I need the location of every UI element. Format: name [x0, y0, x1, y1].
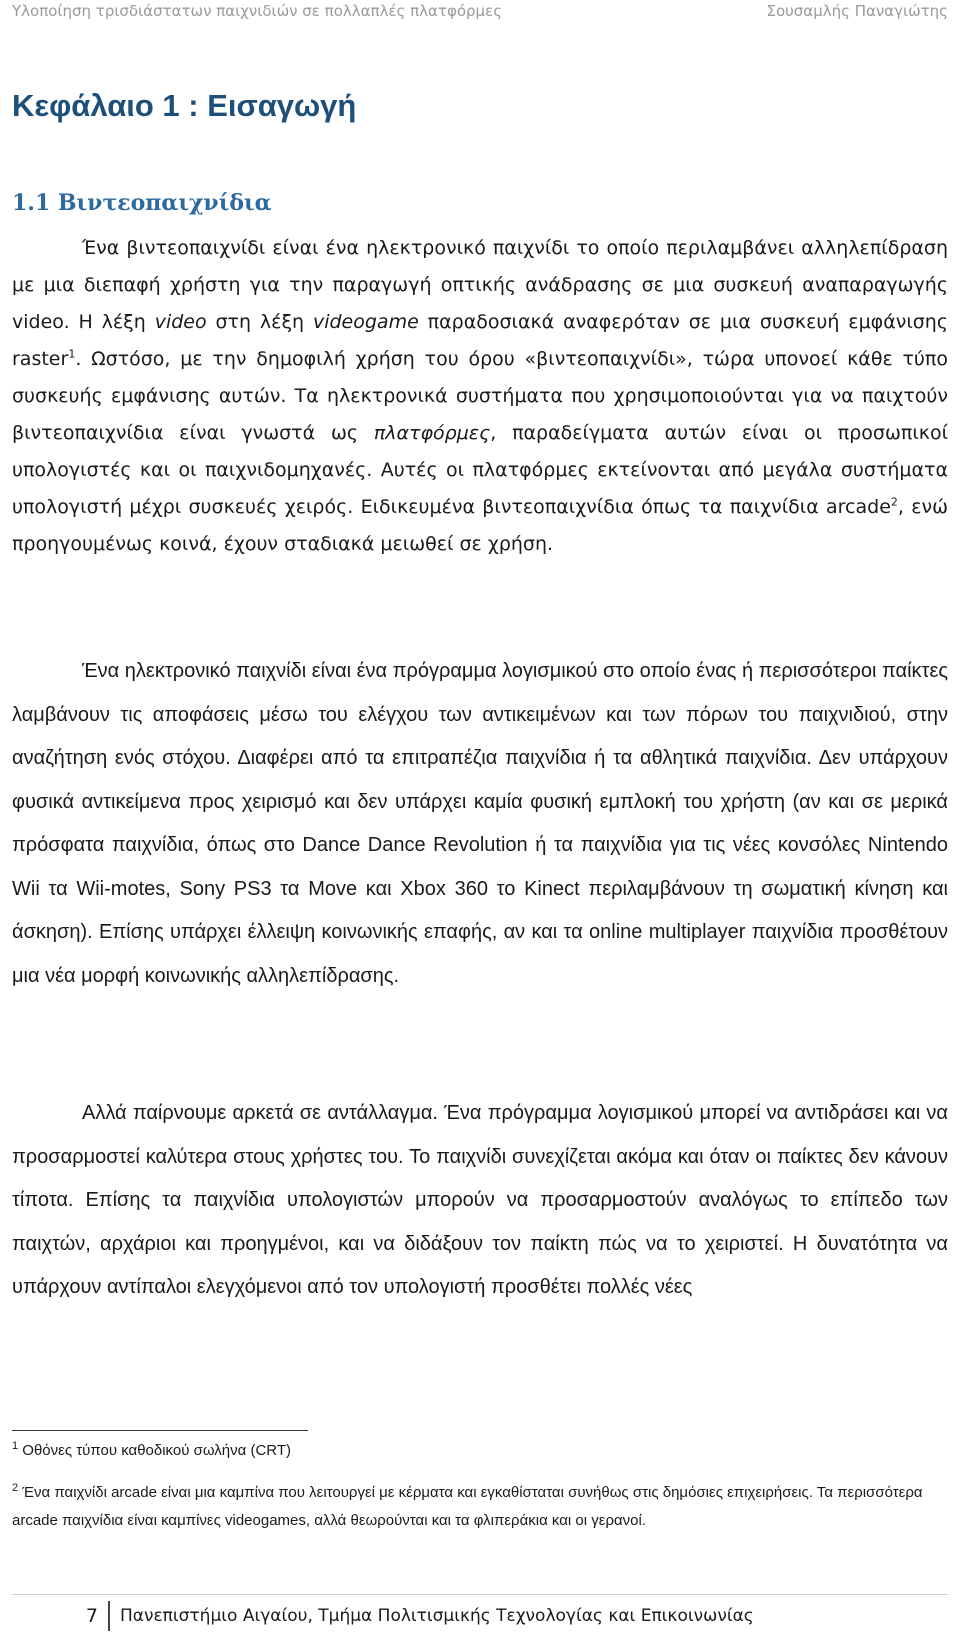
paragraph-3-block: [12, 1092, 948, 1310]
text-run: παραδοσιακά αναφερόταν σε μια συσκευή εμφάνισης raster: [12, 311, 948, 370]
text-run: , παραδείγματα αυτών είναι οι προσωπικοί υπολογιστές και οι παιχνιδομηχανές. Αυτές οι πλατφόρμες εκτείνονται από μεγάλα συστήματα υπολογιστή μέχρι συσκευές χειρός. Ειδικευμένα βιντεοπαιχνίδια όπως τα παιχνίδια arcade: [12, 422, 948, 518]
text-run: , ενώ προηγουμένως κοινά, έχουν σταδιακά μειωθεί σε χρήση.: [12, 496, 949, 555]
paragraph-2-block: [12, 650, 948, 998]
footnote-2: [12, 1479, 948, 1535]
emphasis-video: video: [154, 311, 207, 333]
emphasis-videogame: videogame: [312, 311, 419, 333]
text-run: στη λέξη: [206, 311, 313, 333]
footnote-ref-1[interactable]: 1: [68, 347, 76, 361]
page-footer: [12, 1600, 948, 1632]
footer-separator: [12, 1594, 948, 1595]
header-document-title: Υλοποίηση τρισδιάστατων παιχνιδιών σε πολλαπλές πλατφόρμες: [12, 2, 502, 20]
paragraph-1: [12, 230, 948, 563]
footer-institution: Πανεπιστήμιο Αιγαίου, Τμήμα Πολιτισμικής Τεχνολογίας και Επικοινωνίας: [120, 1606, 754, 1626]
chapter-title: Κεφάλαιο 1 : Εισαγωγή: [12, 88, 357, 123]
footnote-mark-2: 2: [12, 1482, 19, 1494]
header-author: Σουσαμλής Παναγιώτης: [766, 2, 948, 20]
text-run: . Ωστόσο, με την δημοφιλή χρήση του όρου «βιντεοπαιχνίδι», τώρα υπονοεί κάθε τύπο συσκευής εμφάνισης αυτών. Τα ηλεκτρονικά συστήματα που χρησιμοποιούνται για να παιχτούν βιντεοπαιχνίδια είναι γνωστά ως: [12, 348, 948, 444]
paragraph-2: Ένα ηλεκτρονικό παιχνίδι είναι ένα πρόγραμμα λογισμικού στο οποίο ένας ή περισσότεροι παίκτες λαμβάνουν τις αποφάσεις μέσω του ελέγχου των αντικειμένων και των πόρων του παιχνιδιού, στην αναζήτηση ενός στόχου. Διαφέρει από τα επιτραπέζια παιχνίδια ή τα αθλητικά παιχνίδια. Δεν υπάρχουν φυσικά αντικείμενα προς χειρισμό και δεν υπάρχει καμία φυσική εμπλοκή του χρήστη (αν και σε μερικά πρόσφατα παιχνίδια, όπως στο Dance Dance Revolution ή τα παιχνίδια για τις νέες κονσόλες Nintendo Wii τα Wii-motes, Sony PS3 τα Move και Xbox 360 το Kinect περιλαμβάνουν τη σωματική κίνηση και άσκηση). Επίσης υπάρχει έλλειψη κοινωνικής επαφής, αν και τα online multiplayer παιχνίδια προσθέτουν μια νέα μορφή κοινωνικής αλληλεπίδρασης.: [12, 660, 948, 987]
emphasis-platforms: πλατφόρμες: [373, 422, 491, 444]
paragraph-3: Αλλά παίρνουμε αρκετά σε αντάλλαγμα. Ένα πρόγραμμα λογισμικού μπορεί να αντιδράσει και να προσαρμοστεί καλύτερα στους χρήστες του. Το παιχνίδι συνεχίζεται ακόμα και όταν οι παίκτες δεν κάνουν τίποτα. Επίσης τα παιχνίδια υπολογιστών μπορούν να προσαρμοστούν αναλόγως το επίπεδο των παιχτών, αρχάριοι και προηγμένοι, και να διδάξουν τον παίκτη πώς να το χειριστεί. Η δυνατότητα να υπάρχουν αντίπαλοι ελεγχόμενοι από τον υπολογιστή προσθέτει πολλές νέες: [12, 1102, 948, 1298]
paragraph-1-block: [12, 230, 948, 563]
footnote-ref-2[interactable]: 2: [890, 495, 898, 509]
section-heading: 1.1 Βιντεοπαιχνίδια: [12, 190, 272, 216]
footnote-mark-1: 1: [12, 1440, 19, 1452]
footnote-separator: [12, 1430, 308, 1431]
footnotes: [12, 1437, 948, 1535]
running-header: [12, 2, 948, 28]
text-run: Ένα βιντεοπαιχνίδι είναι ένα ηλεκτρονικό παιχνίδι το οποίο περιλαμβάνει αλληλεπίδραση με μια διεπαφή χρήστη για την παραγωγή οπτικής ανάδρασης σε μια συσκευή αναπαραγωγής video. Η λέξη: [12, 237, 948, 333]
page-number: 7: [85, 1605, 98, 1627]
footnote-text-2: Ένα παιχνίδι arcade είναι μια καμπίνα που λειτουργεί με κέρματα και εγκαθίσταται συνήθως στις δημόσιες επιχειρήσεις. Τα περισσότερα arcade παιχνίδια είναι καμπίνες videogames, αλλά θεωρούνται και τα φλιπεράκια και οι γερανοί.: [12, 1484, 923, 1529]
footnote-1: [12, 1437, 948, 1465]
footnote-text-1: Οθόνες τύπου καθοδικού σωλήνα (CRT): [18, 1442, 292, 1459]
